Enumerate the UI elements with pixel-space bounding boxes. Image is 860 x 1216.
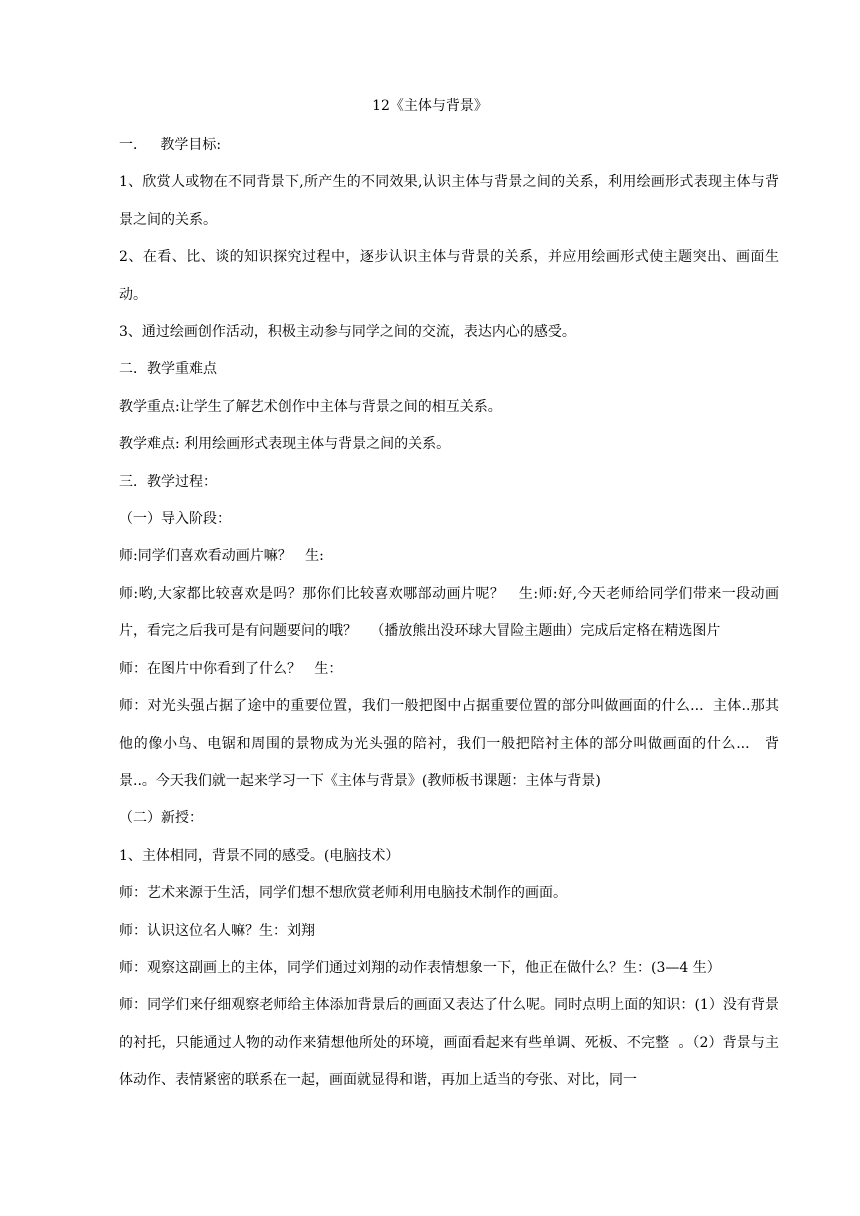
- heading-teaching-goals: 一． 教学目标:: [119, 137, 222, 153]
- dialogue-paragraph: 师：同学们来仔细观察老师给主体添加背景后的画面又表达了什么呢。同时点明上面的知识：(1）没有背景的衬托，只能通过人物的动作来猜想他所处的环境，画面看起来有些单调、死板、不完整 。（2）背景与主体动作、表情紧密的联系在一起，画面就显得和谐，再加上适当的夸张、对比，同一: [119, 997, 779, 1089]
- heading-teaching-process: 三．教学过程：: [119, 473, 217, 490]
- difficult-point-paragraph: 教学难点: 利用绘画形式表现主体与背景之间的关系。: [119, 436, 451, 453]
- subheading-introduction: （一）导入阶段：: [119, 511, 231, 528]
- heading-key-difficult-points: 二．教学重难点: [119, 361, 217, 378]
- dialogue-paragraph: 师：艺术来源于生活，同学们想不想欣赏老师利用电脑技术制作的画面。: [119, 885, 567, 902]
- document-title: 12《主体与背景》: [372, 98, 488, 114]
- dialogue-paragraph: 师：认识这位名人嘛？生：刘翔: [119, 922, 315, 939]
- document-body: [119, 127, 779, 1100]
- lesson-point-paragraph: 1、主体相同，背景不同的感受。(电脑技术）: [119, 847, 400, 864]
- goal-1-paragraph: 1、欣赏人或物在不同背景下,所产生的不同效果,认识主体与背景之间的关系，利用绘画形式表现主体与背景之间的关系。: [119, 174, 779, 228]
- key-point-paragraph: 教学重点:让学生了解艺术创作中主体与背景之间的相互关系。: [119, 398, 502, 415]
- dialogue-paragraph: 师:哟,大家都比较喜欢是吗？那你们比较喜欢哪部动画片呢？ 生:师:好,今天老师给同学们带来一段动画片，看完之后我可是有问题要问的哦？ （播放熊出没环球大冒险主题曲）完成后定格在精选图片: [119, 585, 779, 640]
- goal-2-paragraph: 2、在看、比、谈的知识探究过程中，逐步认识主体与背景的关系，并应用绘画形式使主题突出、画面生动。: [119, 249, 779, 303]
- dialogue-paragraph: 师:同学们喜欢看动画片嘛？ 生:: [119, 548, 324, 565]
- dialogue-paragraph: 师：观察这副画上的主体，同学们通过刘翔的动作表情想象一下，他正在做什么？生：(3—4 生）: [119, 959, 721, 976]
- subheading-new-lesson: （二）新授：: [119, 810, 203, 827]
- dialogue-paragraph: 师：对光头强占据了途中的重要位置，我们一般把图中占据重要位置的部分叫做画面的什么... 主体..那其他的像小鸟、电锯和周围的景物成为光头强的陪衬，我们一般把陪衬主体的部分叫做画面的什么... 背景..。今天我们就一起来学习一下《主体与背景》(教师板书课题：主体与背景): [119, 698, 779, 789]
- dialogue-paragraph: 师：在图片中你看到了什么？ 生：: [119, 660, 343, 677]
- goal-3-paragraph: 3、通过绘画创作活动，积极主动参与同学之间的交流，表达内心的感受。: [119, 324, 576, 341]
